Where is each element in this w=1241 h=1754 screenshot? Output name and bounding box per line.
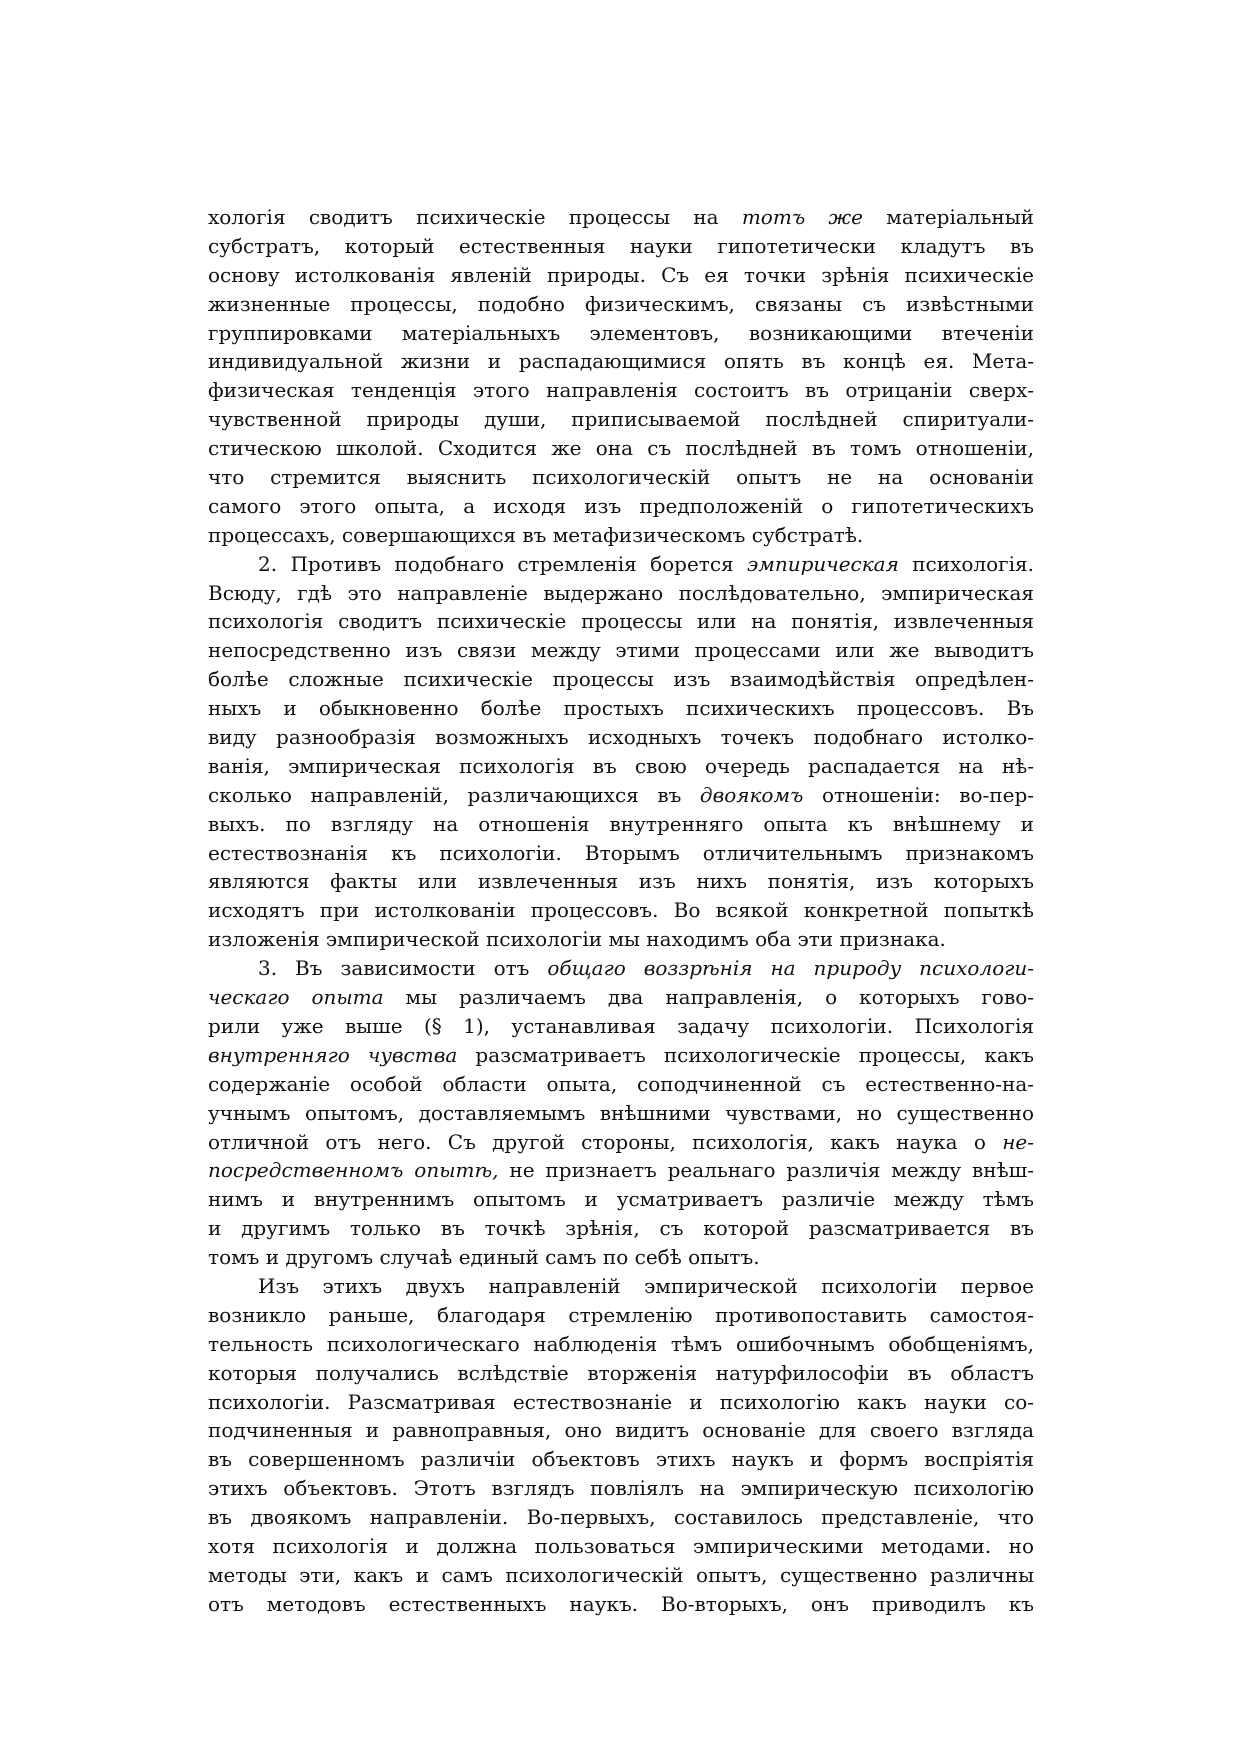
text-line <box>208 1012 1034 1041</box>
text-run: тельность психологическаго наблюденія тѣмъ ошибочнымъ обобщеніямъ, <box>208 1331 1034 1356</box>
text-line <box>208 347 1034 376</box>
text-line <box>208 405 1034 434</box>
text-line <box>208 434 1034 463</box>
text-run: отношеніи: во-пер- <box>803 782 1034 807</box>
text-line <box>208 752 1034 781</box>
text-run: сколько направленій, различающихся въ <box>208 782 700 807</box>
text-line <box>208 694 1034 723</box>
text-run: естествознанія къ психологіи. Вторымъ отличительнымъ признакомъ <box>208 840 1034 865</box>
italic-text: двоякомъ <box>699 782 804 807</box>
text-line <box>208 1214 1034 1243</box>
text-line <box>208 1474 1034 1503</box>
italic-text: ческаго опыта <box>208 985 384 1010</box>
text-line <box>208 810 1034 839</box>
text-line <box>208 1070 1034 1099</box>
text-run: стическою школой. Сходится же она съ послѣдней въ томъ отношеніи, <box>208 436 1034 461</box>
text-line <box>208 636 1034 665</box>
text-line <box>208 1243 1034 1272</box>
text-line <box>208 376 1034 405</box>
text-line <box>208 521 1034 550</box>
text-run: что стремится выяснить психологическій опытъ не на основаніи <box>208 465 1034 490</box>
text-line <box>208 290 1034 319</box>
text-run: физическая тенденція этого направленія состоитъ въ отрицаніи сверх- <box>208 378 1034 403</box>
text-run: исходятъ при истолкованіи процессовъ. Во всякой конкретной попыткѣ <box>208 898 1034 923</box>
text-run: матеріальный <box>863 205 1034 229</box>
italic-text: внутренняго чувства <box>208 1042 458 1067</box>
text-line <box>208 1388 1034 1417</box>
text-line <box>208 896 1034 925</box>
text-run: и другимъ только въ точкѣ зрѣнія, съ которой разсматривается въ <box>208 1216 1034 1241</box>
text-run: болѣе сложные психическіе процессы изъ взаимодѣйствія опредѣлен- <box>208 667 1034 692</box>
text-run: рили уже выше (§ 1), устанавливая задачу психологіи. Психологія <box>208 1013 1034 1038</box>
text-line <box>208 463 1034 492</box>
text-run: томъ и другомъ случаѣ единый самъ по себѣ опытъ. <box>208 1245 760 1270</box>
text-run: отъ методовъ естественныхъ наукъ. Во-вторыхъ, онъ приводилъ къ <box>208 1591 1034 1616</box>
text-run: основу истолкованія явленій природы. Съ ея точки зрѣнія психическіе <box>208 262 1034 287</box>
text-line <box>208 1330 1034 1359</box>
italic-text: общаго воззрѣнія на природу психологи- <box>547 956 1034 981</box>
italic-text: тотъ же <box>741 205 864 229</box>
text-line <box>208 550 1034 579</box>
text-line <box>208 492 1034 521</box>
text-run: хотя психологія и должна пользоваться эмпирическими методами. но <box>208 1533 1034 1558</box>
text-line <box>208 1561 1034 1590</box>
text-line <box>208 1590 1034 1619</box>
text-run: Всюду, гдѣ это направленіе выдержано послѣдовательно, эмпирическая <box>208 580 1034 605</box>
text-line <box>208 781 1034 810</box>
text-line <box>208 665 1034 694</box>
text-run: нимъ и внутреннимъ опытомъ и усматриваетъ различіе между тѣмъ <box>208 1187 1034 1212</box>
text-line <box>208 203 1034 232</box>
text-run: 3. Въ зависимости отъ <box>258 956 548 981</box>
text-line <box>208 579 1034 608</box>
text-line <box>208 1301 1034 1330</box>
text-line <box>208 319 1034 348</box>
italic-text: посредственномъ опытѣ, <box>208 1158 499 1183</box>
text-line <box>208 1272 1034 1301</box>
text-run: процессахъ, совершающихся въ метафизическомъ субстратѣ. <box>208 522 864 547</box>
text-run: психологія сводитъ психическіе процессы или на понятія, извлеченныя <box>208 609 1034 634</box>
text-line <box>208 867 1034 896</box>
text-run: изложенія эмпирической психологіи мы находимъ оба эти признака. <box>208 927 946 952</box>
text-run: самого этого опыта, а исходя изъ предположеній о гипотетическихъ <box>208 493 1034 518</box>
text-line <box>208 261 1034 290</box>
text-run: Изъ этихъ двухъ направленій эмпирической психологіи первое <box>258 1273 1034 1298</box>
text-run: выхъ. по взгляду на отношенія внутренняго опыта къ внѣшнему и <box>208 811 1034 836</box>
text-line <box>208 1128 1034 1157</box>
text-run: виду разнообразія возможныхъ исходныхъ точекъ подобнаго истолко- <box>208 725 1034 750</box>
text-line <box>208 1445 1034 1474</box>
text-line <box>208 607 1034 636</box>
text-run: разсматриваетъ психологическіе процессы, какъ <box>457 1042 1034 1067</box>
italic-text: эмпирическая <box>747 551 899 576</box>
text-run: въ двоякомъ направленіи. Во-первыхъ, составилось представленіе, что <box>208 1505 1034 1530</box>
text-line <box>208 723 1034 752</box>
text-run: учнымъ опытомъ, доставляемымъ внѣшними чувствами, но существенно <box>208 1100 1034 1125</box>
text-run: индивидуальной жизни и распадающимися опять въ концѣ ея. Мета- <box>208 349 1034 374</box>
text-run: методы эти, какъ и самъ психологическій опытъ, существенно различны <box>208 1562 1034 1587</box>
text-line <box>208 839 1034 868</box>
text-line <box>208 1185 1034 1214</box>
text-run: группировками матеріальныхъ элементовъ, возникающими втеченіи <box>208 320 1034 345</box>
text-run: въ совершенномъ различіи объектовъ этихъ наукъ и формъ воспріятія <box>208 1447 1034 1472</box>
text-run: субстратъ, который естественныя науки гипотетически кладутъ въ <box>208 233 1034 258</box>
text-run: психологія. <box>898 551 1034 576</box>
text-line <box>208 1416 1034 1445</box>
text-run: этихъ объектовъ. Этотъ взглядъ повліялъ на эмпирическую психологію <box>208 1476 1034 1501</box>
text-run: чувственной природы души, приписываемой послѣдней спиритуали- <box>208 407 1034 432</box>
text-line <box>208 232 1034 261</box>
text-run: являются факты или извлеченныя изъ нихъ понятія, изъ которыхъ <box>208 869 1034 894</box>
text-run: жизненные процессы, подобно физическимъ, связаны съ извѣстными <box>208 291 1034 316</box>
text-run: возникло раньше, благодаря стремленію противопоставить самостоя- <box>208 1302 1034 1327</box>
text-line <box>208 1041 1034 1070</box>
text-run: 2. Противъ подобнаго стремленія борется <box>258 551 748 576</box>
text-line <box>208 1503 1034 1532</box>
text-line <box>208 1156 1034 1185</box>
text-line <box>208 954 1034 983</box>
text-run: отличной отъ него. Съ другой стороны, психологія, какъ наука о <box>208 1129 1003 1154</box>
text-line <box>208 983 1034 1012</box>
text-run: непосредственно изъ связи между этими процессами или же выводитъ <box>208 638 1034 663</box>
text-run: содержаніе особой области опыта, соподчиненной съ естественно-на- <box>208 1071 1034 1096</box>
italic-text: не- <box>1002 1129 1034 1154</box>
text-line <box>208 1359 1034 1388</box>
text-line <box>208 1099 1034 1128</box>
text-run: мы различаемъ два направленія, о которыхъ гово- <box>383 985 1034 1010</box>
body-text <box>208 203 1034 1619</box>
text-run: психологіи. Разсматривая естествознаніе и психологію какъ науки со- <box>208 1389 1034 1414</box>
text-run: подчиненныя и равноправныя, оно видитъ основаніе для своего взгляда <box>208 1418 1034 1443</box>
text-run: не признаетъ реальнаго различія между внѣш- <box>498 1158 1034 1183</box>
text-run: ванія, эмпирическая психологія въ свою очередь распадается на нѣ- <box>208 753 1034 778</box>
text-run: ныхъ и обыкновенно болѣе простыхъ психическихъ процессовъ. Въ <box>208 696 1034 721</box>
text-run: хологія сводитъ психическіе процессы на <box>208 205 742 229</box>
text-run: которыя получались вслѣдствіе вторженія натурфилософіи въ областъ <box>208 1360 1034 1385</box>
text-line <box>208 1532 1034 1561</box>
text-line <box>208 925 1034 954</box>
